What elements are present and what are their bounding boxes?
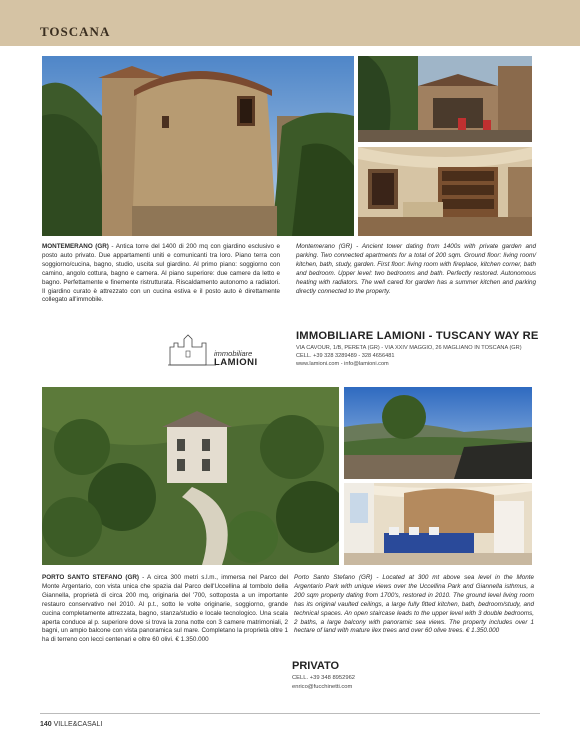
- agency-web[interactable]: www.lamioni.com - info@lamioni.com: [296, 361, 389, 367]
- courtyard-photo[interactable]: [358, 56, 532, 142]
- listing2-description-en: Porto Santo Stefano (GR) - Located at 300 mt above sea level in the Monte Argentario Park with unique views over the Uccellina Park and Giannella isthmus, a 200 sqm property dating from 1700's, restored in 2010. The ground level living room has its original vaulted ceilings, a large fully fitted kitchen, bath, bedroom/study, and technical spaces. An open staircase leads to the upper level with 3 double bedrooms, 2 baths, a large balcony with panoramic sea views. The property includes over 1 hectare of land with mature ilex trees and over 60 olive trees. € 1.350.000: [294, 574, 534, 635]
- logo-small-text: immobiliare: [214, 349, 253, 358]
- page-footer: [40, 721, 102, 728]
- listing1-text-it: - Antica torre del 1400 di 200 mq con giardino esclusivo e posto auto privato. Due appartamenti uniti e comunicanti tra loro. Piano terra con soggiorno/cucina, bagno, studio, uscita sul giardino. Al primo piano: soggiorno con camino, angolo cottura, bagno e camera. Al piano superiore: due camere da letto e bagno. Perfettamente e finemente ristrutturata. Riscaldamento autonomo a radiatori. Il giardino curato è attrezzato con un cucina estiva e il posto auto è direttamente collegato all'immobile.: [42, 243, 280, 304]
- private-seller-phone[interactable]: CELL. +39 348 8952962: [292, 675, 356, 681]
- interior-sofa-room-photo[interactable]: [344, 483, 532, 565]
- private-seller-email[interactable]: enrico@fucchinetti.com: [292, 684, 353, 690]
- listing2-title-it: PORTO SANTO STEFANO (GR): [42, 574, 140, 581]
- magazine-name: VILLE&CASALI: [53, 721, 103, 728]
- section-title: TOSCANA: [40, 24, 111, 39]
- listing1-description-it: [42, 243, 280, 305]
- footer-divider: [40, 713, 540, 714]
- logo-big-text: LAMIONI: [214, 357, 258, 368]
- listing2-text-it: - A circa 300 metri s.l.m., immersa nel Parco del Monte Argentario, con vista unica che spazia dal Parco dell'Uccellina al tombolo della Giannella, proprietà di circa 200 mq, originaria del '700, sottoposta a un importante restauro conservativo nel 2010. Al p.t., sotto le volte originarie, soggiorno, grande cucina completamente attrezzata, bagno, stanza/studio e locale tecnologico. Una scala aperta conduce al p. superiore dove si trova la zona notte con 3 camere matrimoniali, 2 bagni, un ampio balcone con vista panoramica sul mare. Completano la proprietà oltre 1 ha di terreno con lecci centenari e oltre 60 olivi. € 1.350.000: [42, 574, 289, 644]
- page-number: 140: [40, 721, 52, 728]
- montemerano-tower-photo[interactable]: [42, 56, 354, 236]
- sea-view-terrace-photo[interactable]: [344, 387, 532, 479]
- porto-santo-stefano-villa-photo[interactable]: [42, 387, 339, 565]
- lamioni-logo: [168, 333, 278, 369]
- listing1-title-it: MONTEMERANO (GR): [42, 243, 109, 250]
- listing1-description-en: Montemerano (GR) - Ancient tower dating from 1400s with private garden and parking. Two connected apartments for a total of 200 sqm. Ground floor: living room/ kitchen, bath, study, garden. First floor: living room with fireplace, kitchen corner, bath and bedroom. Upper level: two bedrooms and bath. Perfectly restored. Autonomous heating with radiators. The well cared for garden has a summer kitchen and parking directly connected to the property.: [296, 243, 536, 295]
- agency-name: IMMOBILIARE LAMIONI - TUSCANY WAY RE: [296, 330, 539, 342]
- interior-living-room-photo[interactable]: [358, 147, 532, 236]
- agency-phone[interactable]: CELL. +39 328 3289489 - 328 4656481: [296, 353, 395, 359]
- agency-address: VIA CAVOUR, 1/B, PERETA (GR) - VIA XXIV MAGGIO, 26 MAGLIANO IN TOSCANA (GR): [296, 345, 522, 351]
- private-seller-title: PRIVATO: [292, 660, 340, 672]
- listing2-description-it: [42, 574, 288, 645]
